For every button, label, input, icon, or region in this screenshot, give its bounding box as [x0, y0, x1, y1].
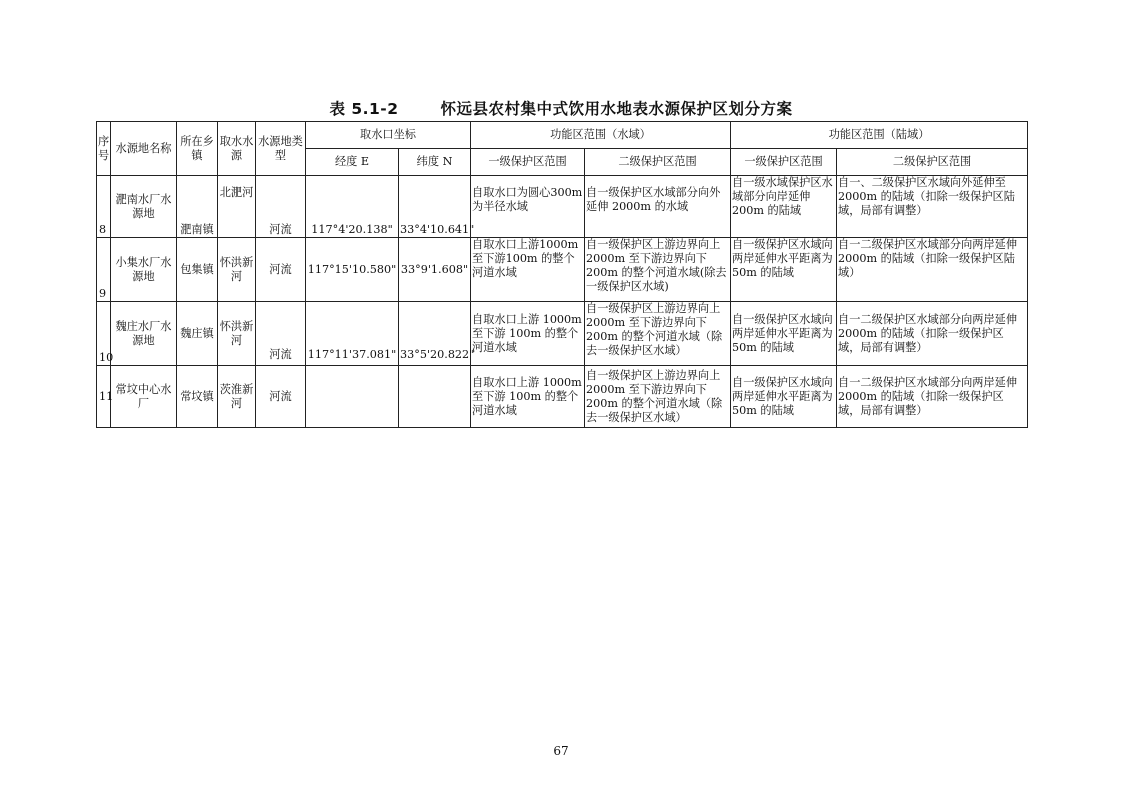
row-land2: 自一二级保护区水域部分向两岸延伸 2000m 的陆域（扣除一级保护区域，局部有调整） [837, 302, 1028, 366]
row-seq: 9 [97, 238, 111, 302]
row-land1: 自一级保护区水域向两岸延伸水平距离为 50m 的陆域 [731, 238, 837, 302]
row-lon: 117°4'20.138" [306, 176, 399, 238]
row-water2: 自一级保护区上游边界向上2000m 至下游边界向下200m 的整个河道水域(除去一级保护区水域) [585, 238, 731, 302]
header-land: 功能区范围（陆域） [731, 122, 1028, 149]
row-town: 包集镇 [177, 238, 218, 302]
row-lat: 33°4'10.641" [399, 176, 471, 238]
row-water2: 自一级保护区上游边界向上2000m 至下游边界向下 200m 的整个河道水域（除去一级保护区水域） [585, 366, 731, 428]
row-name: 淝南水厂水源地 [111, 176, 177, 238]
header-lon: 经度 E [306, 149, 399, 176]
row-land1: 自一级水域保护区水域部分向岸延伸 200m 的陆域 [731, 176, 837, 238]
row-land2: 自一、二级保护区水域向外延伸至2000m 的陆域（扣除一级保护区陆域，局部有调整） [837, 176, 1028, 238]
header-lat: 纬度 N [399, 149, 471, 176]
row-water2: 自一级保护区上游边界向上2000m 至下游边界向下 200m 的整个河道水域（除去一级保护区水域） [585, 302, 731, 366]
protection-zone-table [96, 121, 1028, 428]
row-source: 茨淮新河 [218, 366, 256, 428]
header-type: 水源地类型 [256, 122, 306, 176]
row-type: 河流 [256, 366, 306, 428]
row-lon [306, 366, 399, 428]
row-lat: 33°5'20.822" [399, 302, 471, 366]
table-row [97, 176, 1028, 238]
row-lat [399, 366, 471, 428]
row-name: 魏庄水厂水源地 [111, 302, 177, 366]
row-lat: 33°9'1.608" [399, 238, 471, 302]
row-source: 怀洪新河 [218, 238, 256, 302]
table-caption: 怀远县农村集中式饮用水地表水源保护区划分方案 [440, 100, 793, 118]
row-town: 淝南镇 [177, 176, 218, 238]
header-water: 功能区范围（水域） [471, 122, 731, 149]
row-town: 常坟镇 [177, 366, 218, 428]
table-row [97, 302, 1028, 366]
row-seq: 10 [97, 302, 111, 366]
row-town: 魏庄镇 [177, 302, 218, 366]
row-water1: 自取水口为圆心300m 为半径水域 [471, 176, 585, 238]
table-title [0, 97, 1122, 119]
row-land2: 自一二级保护区水域部分向两岸延伸 2000m 的陆域（扣除一级保护区域，局部有调整） [837, 366, 1028, 428]
header-seq: 序号 [97, 122, 111, 176]
row-land1: 自一级保护区水域向两岸延伸水平距离为 50m 的陆域 [731, 366, 837, 428]
header-town: 所在乡镇 [177, 122, 218, 176]
header-intake: 取水口坐标 [306, 122, 471, 149]
row-water2: 自一级保护区水域部分向外延伸 2000m 的水域 [585, 176, 731, 238]
row-type: 河流 [256, 238, 306, 302]
row-water1: 自取水口上游 1000m 至下游 100m 的整个河道水域 [471, 366, 585, 428]
header-water2: 二级保护区范围 [585, 149, 731, 176]
table-row [97, 238, 1028, 302]
row-lon: 117°15'10.580" [306, 238, 399, 302]
row-water1: 自取水口上游 1000m 至下游 100m 的整个河道水域 [471, 302, 585, 366]
row-land2: 自一二级保护区水域部分向两岸延伸 2000m 的陆域（扣除一级保护区陆域） [837, 238, 1028, 302]
row-lon: 117°11'37.081" [306, 302, 399, 366]
row-type: 河流 [256, 176, 306, 238]
header-water1: 一级保护区范围 [471, 149, 585, 176]
table-row [97, 366, 1028, 428]
header-land1: 一级保护区范围 [731, 149, 837, 176]
row-name: 常坟中心水厂 [111, 366, 177, 428]
row-seq: 8 [97, 176, 111, 238]
row-type: 河流 [256, 302, 306, 366]
row-land1: 自一级保护区水域向两岸延伸水平距离为 50m 的陆域 [731, 302, 837, 366]
row-source: 北淝河 [218, 176, 256, 238]
header-source: 取水水源 [218, 122, 256, 176]
page-number: 67 [553, 744, 569, 758]
row-name: 小集水厂水源地 [111, 238, 177, 302]
table-number: 表 5.1-2 [329, 100, 399, 118]
row-water1: 自取水口上游1000m 至下游100m 的整个河道水域 [471, 238, 585, 302]
header-land2: 二级保护区范围 [837, 149, 1028, 176]
row-seq: 11 [97, 366, 111, 428]
header-name: 水源地名称 [111, 122, 177, 176]
row-source: 怀洪新河 [218, 302, 256, 366]
